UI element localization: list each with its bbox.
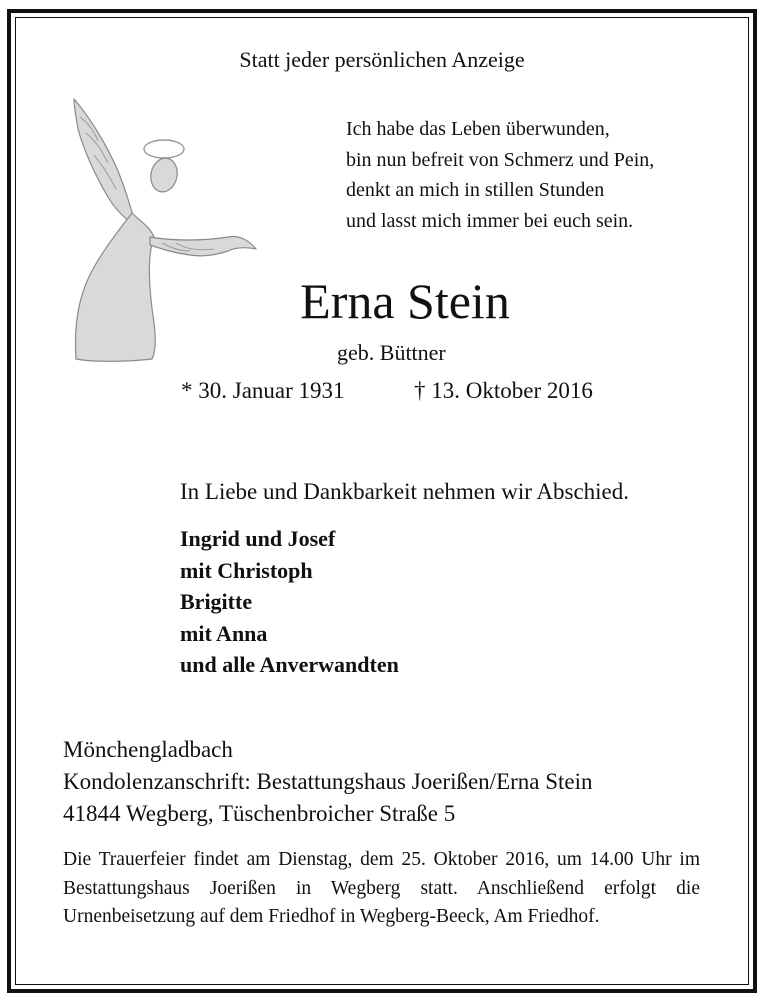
mourner-line: mit Christoph <box>180 557 313 583</box>
death-date: † 13. Oktober 2016 <box>414 378 593 403</box>
mourner-line: Brigitte <box>180 589 253 615</box>
maiden-name: geb. Büttner <box>337 340 446 365</box>
mourner-line: Ingrid und Josef <box>180 526 336 551</box>
address-line: Kondolenzanschrift: Bestattungshaus Joerißen/Erna Stein <box>63 769 593 794</box>
mourner-line: und alle Anverwandten <box>180 652 399 678</box>
birth-date: * 30. Januar 1931 <box>181 378 345 403</box>
poem-line: bin nun befreit von Schmerz und Pein, <box>346 148 655 171</box>
poem <box>346 114 654 236</box>
poem-line: und lasst mich immer bei euch sein. <box>346 209 634 232</box>
farewell-line: In Liebe und Dankbarkeit nehmen wir Abschied. <box>180 479 630 504</box>
condolence-address <box>63 734 593 830</box>
poem-line: denkt an mich in stillen Stunden <box>346 179 605 201</box>
poem-line: Ich habe das Leben überwunden, <box>346 118 610 140</box>
notice-header: Statt jeder persönlichen Anzeige <box>239 47 525 72</box>
address-line: Mönchengladbach <box>63 737 233 762</box>
address-line: 41844 Wegberg, Tüschenbroicher Straße 5 <box>63 801 456 826</box>
deceased-name: Erna Stein <box>300 273 510 329</box>
mourner-line: mit Anna <box>180 620 268 646</box>
mourners-list <box>180 523 399 681</box>
service-details: Die Trauerfeier findet am Dienstag, dem 25. Oktober 2016, um 14.00 Uhr im Bestattungshaus Joerißen in Wegberg statt. Anschließend erfolgt die Urnenbeisetzung auf dem Friedhof in Wegberg-Beeck, Am Friedhof. <box>63 849 700 927</box>
